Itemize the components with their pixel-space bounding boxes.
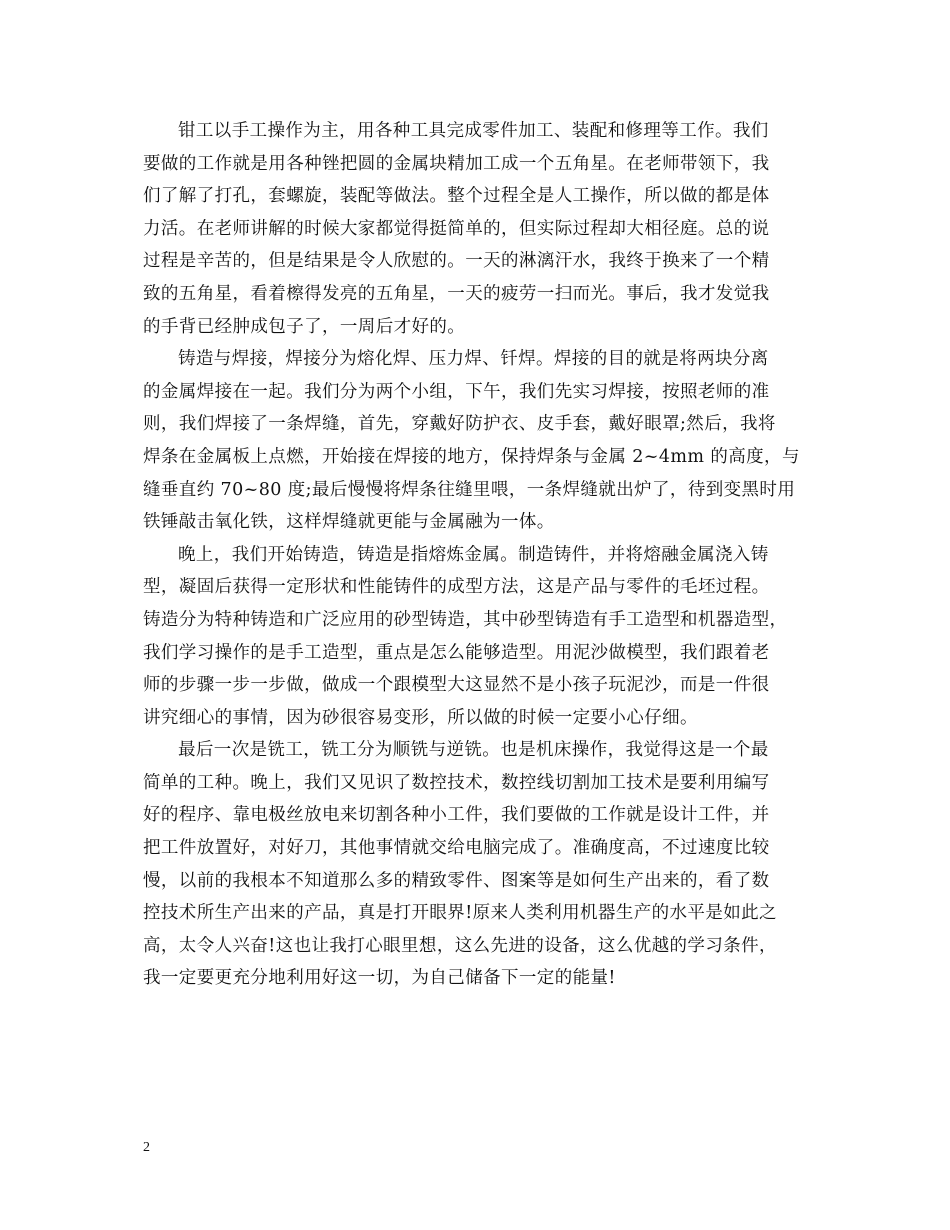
text-line: 则，我们焊接了一条焊缝，首先，穿戴好防护衣、皮手套，戴好眼罩;然后，我将 <box>143 414 776 435</box>
text-line: 我一定要更充分地利用好这一切，为自己储备下一定的能量! <box>143 968 616 989</box>
text-line: 好的程序、靠电极丝放电来切割各种小工件，我们要做的工作就是设计工件，并 <box>143 805 770 826</box>
text-line: 的金属焊接在一起。我们分为两个小组，下午，我们先实习焊接，按照老师的准 <box>143 381 770 402</box>
text-line: 型，凝固后获得一定形状和性能铸件的成型方法，这是产品与零件的毛坯过程。 <box>143 577 770 598</box>
text-line: 控技术所生产出来的产品，真是打开眼界!原来人类利用机器生产的水平是如此之 <box>143 903 777 924</box>
text-line: 致的五角星，看着檫得发亮的五角星，一天的疲劳一扫而光。事后，我才发觉我 <box>143 283 770 304</box>
text-line: 铸造分为特种铸造和广泛应用的砂型铸造，其中砂型铸造有手工造型和机器造型， <box>143 609 788 630</box>
text-line: 师的步骤一步一步做，做成一个跟模型大这显然不是小孩子玩泥沙，而是一件很 <box>143 675 770 696</box>
text-line: 缝垂直约 70~80 度;最后慢慢将焊条往缝里喂，一条焊缝就出炉了，待到变黑时用 <box>143 479 796 500</box>
paragraph-first-line: 晚上，我们开始铸造，铸造是指熔炼金属。制造铸件，并将熔融金属浇入铸 <box>178 544 769 565</box>
text-line: 铁锤敲击氧化铁，这样焊缝就更能与金属融为一体。 <box>143 512 555 533</box>
text-line: 我们学习操作的是手工造型，重点是怎么能够造型。用泥沙做模型，我们跟着老 <box>143 642 770 663</box>
text-line: 焊条在金属板上点燃，开始接在焊接的地方，保持焊条与金属 2~4mm 的高度，与 <box>143 446 800 467</box>
paragraph-first-line: 最后一次是铣工，铣工分为顺铣与逆铣。也是机床操作，我觉得这是一个最 <box>178 740 769 761</box>
text-line: 的手背已经肿成包子了，一周后才好的。 <box>143 316 466 337</box>
page-number: 2 <box>143 1140 150 1155</box>
text-line: 讲究细心的事情，因为砂很容易变形，所以做的时候一定要小心仔细。 <box>143 707 698 728</box>
text-line: 简单的工种。晚上，我们又见识了数控技术，数控线切割加工技术是要利用编写 <box>143 772 770 793</box>
text-line: 慢，以前的我根本不知道那么多的精致零件、图案等是如何生产出来的，看了数 <box>143 870 770 891</box>
paragraph-first-line: 钳工以手工操作为主，用各种工具完成零件加工、装配和修理等工作。我们 <box>178 121 769 141</box>
paragraph-first-line: 铸造与焊接，焊接分为熔化焊、压力焊、钎焊。焊接的目的就是将两块分离 <box>178 349 769 370</box>
text-line: 过程是辛苦的，但是结果是令人欣慰的。一天的淋漓汗水，我终于换来了一个精 <box>143 251 770 272</box>
text-line: 要做的工作就是用各种锉把圆的金属块精加工成一个五角星。在老师带领下，我 <box>143 153 770 174</box>
document-body <box>143 115 813 995</box>
text-line: 把工件放置好，对好刀，其他事情就交给电脑完成了。准确度高，不过速度比较 <box>143 838 770 859</box>
text-line: 们了解了打孔，套螺旋，装配等做法。整个过程全是人工操作，所以做的都是体 <box>143 186 770 207</box>
text-line: 力活。在老师讲解的时候大家都觉得挺简单的，但实际过程却大相径庭。总的说 <box>143 218 770 239</box>
text-line: 高，太令人兴奋!这也让我打心眼里想，这么先进的设备，这么优越的学习条件， <box>143 935 777 956</box>
